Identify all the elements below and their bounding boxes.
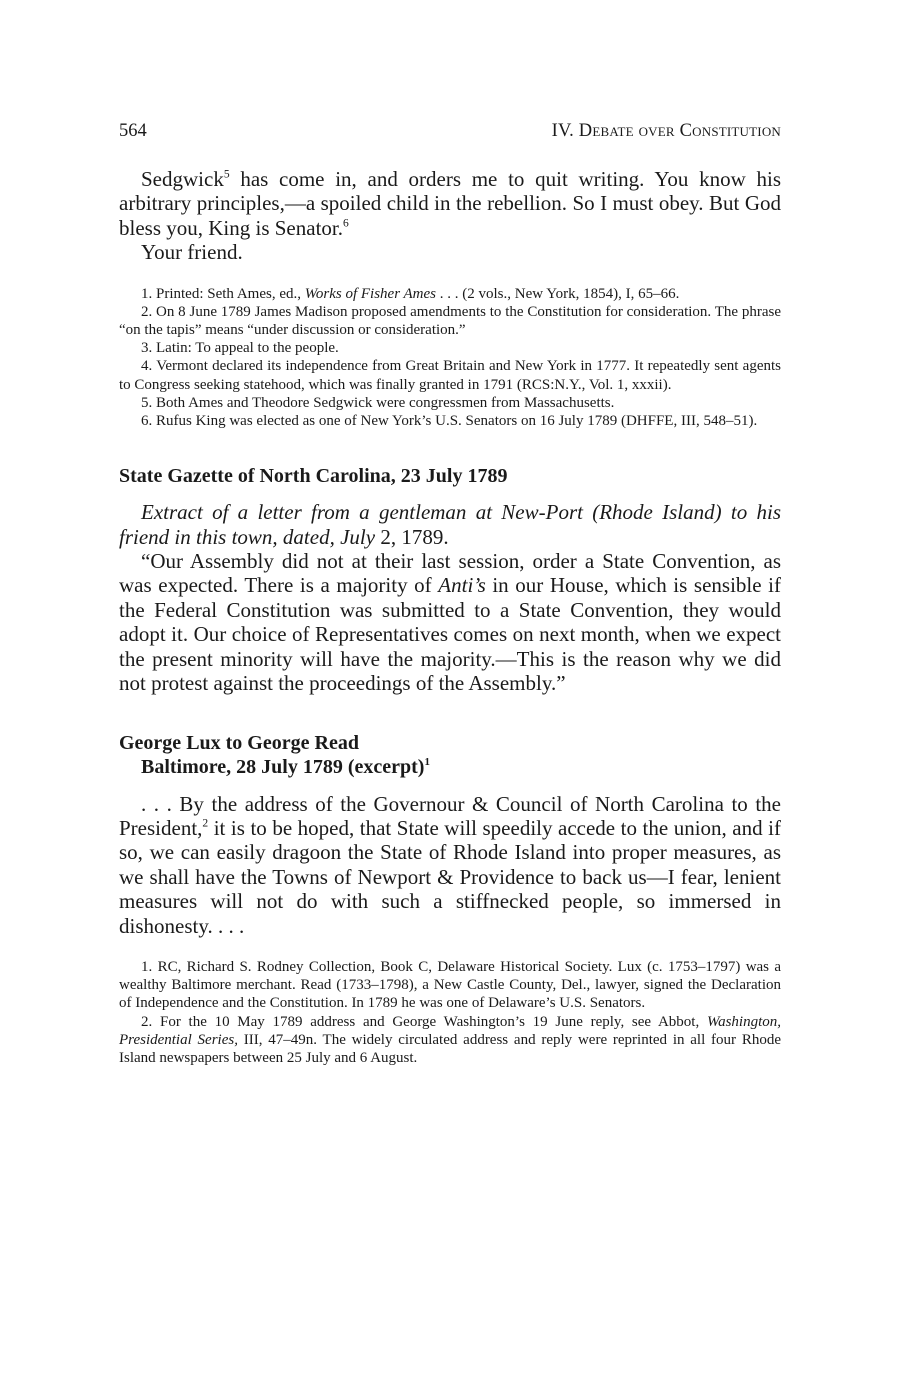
footnote: 1. RC, Richard S. Rodney Collection, Book C, Delaware Historical Society. Lux (c. 1753–1797) was a wealthy Baltimore merchant. Read (1733–1798), a New Castle County, Del., lawyer, signed the Declaration of Independence and the Constitution. In 1789 he was one of Delaware’s U.S. Senators. xyxy=(119,958,781,1012)
document-page xyxy=(119,118,781,1067)
footnote xyxy=(119,1013,781,1068)
gazette-section xyxy=(119,464,781,695)
page-number: 564 xyxy=(119,121,147,141)
text-run: 2, 1789. xyxy=(380,524,449,549)
text-run: “Our Assembly did not at their last session, order a State Convention, as was expected. There is a majority of xyxy=(119,549,781,598)
ames-letter-paragraph xyxy=(119,167,781,240)
footnotes-lux xyxy=(119,958,781,1067)
footnote-marker: 1 xyxy=(424,755,430,768)
footnote: 6. Rufus King was elected as one of New York’s U.S. Senators on 16 July 1789 (DHFFE, III, 548–51). xyxy=(141,413,758,430)
text-run: Baltimore, 28 July 1789 (excerpt) xyxy=(141,755,425,778)
text-run: 1. Printed: Seth Ames, ed., xyxy=(141,285,305,302)
text-run: III, 47–49n. The widely circulated address and reply were reprinted in all four Rhode Island newspapers between 25 July and 6 August. xyxy=(119,1031,781,1066)
text-run: 2. For the 10 May 1789 address and George Washington’s 19 June reply, see Abbot, xyxy=(141,1013,707,1030)
footnote xyxy=(119,285,781,303)
extract-intro xyxy=(119,500,781,549)
extract-body xyxy=(119,549,781,695)
lux-letter-paragraph xyxy=(119,792,781,938)
footnotes-ames xyxy=(119,285,781,431)
footnote: 5. Both Ames and Theodore Sedgwick were congressmen from Massachusetts. xyxy=(141,394,615,411)
footnote-marker: 6 xyxy=(343,217,349,230)
cited-title: Works of Fisher Ames xyxy=(304,285,436,302)
running-title: IV. Debate over Constitution xyxy=(551,121,781,141)
text-run: . . . (2 vols., New York, 1854), I, 65–66. xyxy=(436,285,680,302)
footnote-marker: 2 xyxy=(202,817,209,830)
footnote: 4. Vermont declared its independence from Great Britain and New York in 1777. It repeatedly sent agents to Congress seeking statehood, which was finally granted in 1791 (RCS:N.Y., Vol. 1, xxxii). xyxy=(119,358,781,393)
letter-closing: Your friend. xyxy=(141,240,243,265)
footnote-marker: 5 xyxy=(223,168,230,181)
text-run: Sedgwick xyxy=(141,167,224,191)
footnote: 3. Latin: To appeal to the people. xyxy=(141,340,339,357)
section-heading: State Gazette of North Carolina, 23 July 1789 xyxy=(119,465,508,488)
text-run: in our House, which is sensible if the Federal Constitution was submitted to a State Convention, they would adopt it. Our choice of Representatives comes on next month, when we expect the present minority will have the majority.—This is the reason why we did not protest against the proceedings of the Assembly.” xyxy=(119,573,781,696)
section-heading: George Lux to George Read xyxy=(119,731,359,754)
section-subheading xyxy=(141,755,781,779)
ames-letter-section xyxy=(119,167,781,430)
text-run: it is to be hoped, that State will speedily accede to the union, and if so, we can easily dragoon the State of Rhode Island into proper measures, as we shall have the Towns of Newport & Providence to back us—I fear, lenient measures will not do with such a stiffnecked people, so immersed in dishonesty. . . . xyxy=(119,815,781,938)
emphasis: Anti’s xyxy=(438,573,486,598)
lux-letter-section xyxy=(119,731,781,1068)
text-run: has come in, and orders me to quit writing. You know his arbitrary principles,—a spoiled child in the rebellion. So I must obey. But God bless you, King is Senator. xyxy=(119,167,781,240)
text-run: Extract of a letter from a gentleman at New-Port (Rhode Island) to his friend in this town, dated, July xyxy=(119,500,781,549)
running-head xyxy=(119,118,781,144)
cited-title: Washington, Presidential Series, xyxy=(119,1013,781,1048)
footnote: 2. On 8 June 1789 James Madison proposed amendments to the Constitution for consideration. The phrase “on the tapis” means “under discussion or consideration.” xyxy=(119,303,781,339)
text-run: . . . By the address of the Governour & Council of North Carolina to the President, xyxy=(119,791,781,840)
